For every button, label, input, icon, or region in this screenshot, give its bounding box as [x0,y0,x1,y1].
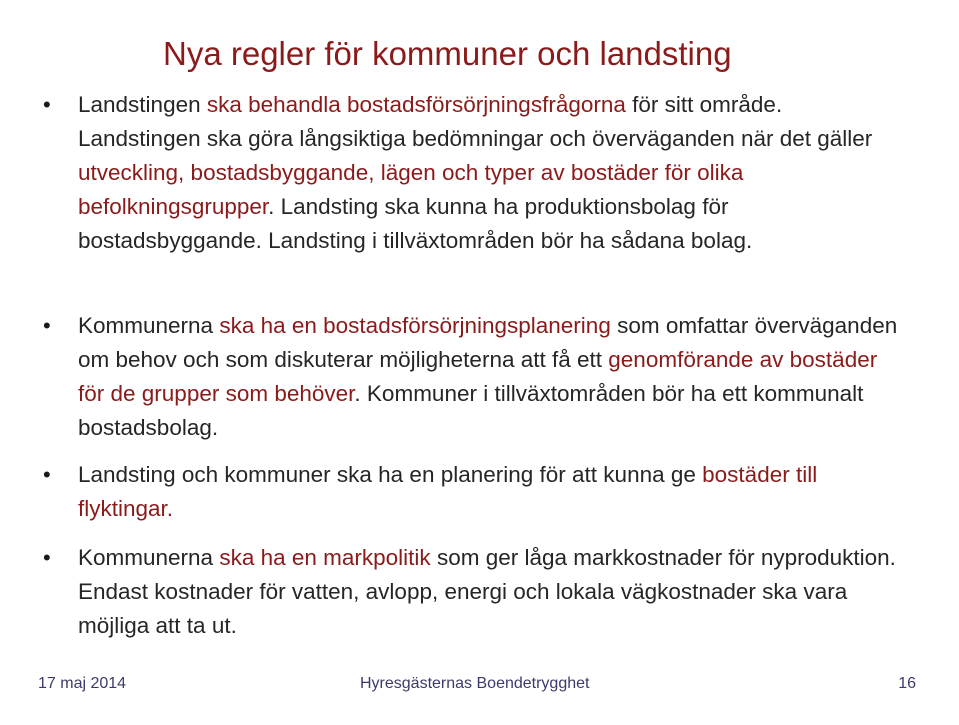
bullet-segment: som ger låga markkostnader för nyproduktion. Endast kostnader för vatten, avlopp, energi och lokala vägkostnader ska vara möjliga att ta ut. [78,545,896,638]
bullet-dot-icon: • [43,92,51,117]
bullet-segment: Landsting och kommuner ska ha en planering för att kunna ge [78,462,703,487]
bullet-segment: Kommunerna [78,313,220,338]
bullet-segment: för sitt område. Landstingen ska göra långsiktiga bedömningar och överväganden när det gäller [78,92,873,151]
footer-organization: Hyresgästernas Boendetrygghet [360,675,590,692]
bullet-item [43,541,898,643]
bullet-item [43,88,898,258]
bullet-segment-highlight: bostäder till flyktingar. [78,462,818,521]
bullet-dot-icon: • [43,545,51,570]
bullet-segment-highlight: utveckling, bostadsbyggande, lägen och typer av bostäder för olika befolkningsgrupper [78,160,744,219]
bullet-segment: . Kommuner i tillväxtområden bör ha ett kommunalt bostadsbolag. [78,381,864,440]
bullet-segment: som omfattar överväganden om behov och som diskuterar möjligheterna att få ett [78,313,898,372]
bullet-dot-icon: • [43,313,51,338]
bullet-item [43,309,898,445]
bullet-dot-icon: • [43,462,51,487]
bullet-segment-highlight: ska ha en markpolitik [219,545,431,570]
footer-page-number: 16 [898,675,916,692]
bullet-segment: . Landsting ska kunna ha produktionsbolag för bostadsbyggande. Landsting i tillväxtområden bör ha sådana bolag. [78,194,753,253]
bullet-segment-highlight: genomförande av bostäder för de grupper som behöver [78,347,878,406]
footer-date: 17 maj 2014 [38,675,127,692]
slide-title: Nya regler för kommuner och landsting [163,35,732,72]
bullet-segment: Landstingen [78,92,207,117]
slide-footer [0,672,959,702]
bullet-segment-highlight: ska behandla bostadsförsörjningsfrågorna [206,92,626,117]
bullet-item [43,458,898,526]
bullet-segment-highlight: ska ha en bostadsförsörjningsplanering [219,313,611,338]
bullet-segment: Kommunerna [78,545,220,570]
